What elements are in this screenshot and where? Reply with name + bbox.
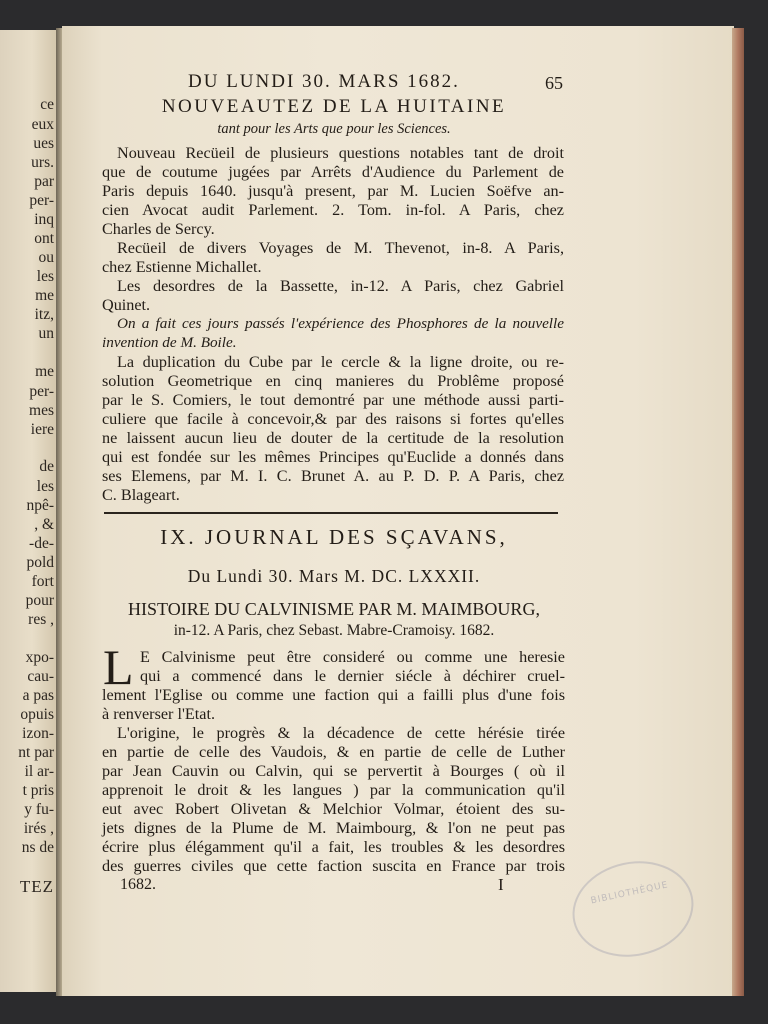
facing-page-fragment: me xyxy=(35,363,54,380)
text-line: On a fait ces jours passés l'expérience des Phosphores de la nouvelle xyxy=(117,315,564,332)
facing-page-fragment: par xyxy=(34,173,54,190)
facing-page-fragment: opuis xyxy=(20,706,54,723)
text-line: ses Elemens, par M. I. C. Brunet A. au P. D. P. A Paris, chez xyxy=(102,467,564,485)
facing-page-fragment: les xyxy=(36,268,54,285)
facing-page-fragment: a pas xyxy=(22,687,54,704)
article-title: HISTOIRE DU CALVINISME PAR M. MAIMBOURG, xyxy=(128,599,540,619)
text-line: E Calvinisme peut être consideré ou comme une heresie xyxy=(140,648,565,666)
facing-page-fragment: eux xyxy=(31,116,54,133)
text-line: qui est fondée sur les mêmes Principes qu'Euclide a donnés dans xyxy=(102,448,564,466)
facing-page-fragment: TEZ xyxy=(19,877,54,896)
text-line: eut avec Robert Olivetan & Melchior Volmar, étoient des su- xyxy=(102,800,565,818)
text-line: jets dignes de la Plume de M. Maimbourg, & l'on ne peut pas xyxy=(102,819,565,837)
facing-page-fragment: itz, xyxy=(34,306,54,323)
facing-page-fragment: il ar- xyxy=(24,763,54,780)
text-line: chez Estienne Michallet. xyxy=(102,258,262,276)
text-line: Quinet. xyxy=(102,296,151,314)
facing-page-fragment: npê- xyxy=(26,497,54,514)
facing-page-fragment: de xyxy=(39,458,54,475)
text-line: L'origine, le progrès & la décadence de cette hérésie tirée xyxy=(117,724,565,742)
text-line: Les desordres de la Bassette, in-12. A Paris, chez Gabriel xyxy=(117,277,564,295)
drop-cap: L xyxy=(103,639,134,695)
page-stack-edge xyxy=(732,28,744,996)
facing-page-fragment: per- xyxy=(29,383,54,400)
facing-page-fragment: , & xyxy=(34,516,54,533)
facing-page-fragment: ont xyxy=(34,230,54,247)
facing-page-fragment: les xyxy=(36,478,54,495)
text-line: Charles de Sercy. xyxy=(102,220,215,238)
facing-page-fragment: t pris xyxy=(22,782,54,799)
journal-heading: IX. JOURNAL DES SÇAVANS, xyxy=(160,525,508,549)
text-line: Paris depuis 1640. jusqu'à present, par M. Lucien Soëfve an- xyxy=(102,182,564,200)
text-line: Nouveau Recüeil de plusieurs questions notables tant de droit xyxy=(117,144,564,162)
signature-mark: I xyxy=(498,875,504,894)
text-line: par le S. Comiers, le tout demontré par une méthode aussi parti- xyxy=(102,391,564,409)
section-title-nouveautez: NOUVEAUTEZ DE LA HUITAINE xyxy=(161,96,507,117)
facing-page-fragment: pold xyxy=(26,554,54,571)
text-line: Recüeil de divers Voyages de M. Thevenot, in-8. A Paris, xyxy=(117,239,564,257)
facing-page-fragment: ns de xyxy=(21,839,54,856)
library-stamp: BIBLIOTHÈQUE xyxy=(564,850,703,967)
facing-page-fragment: me xyxy=(35,287,54,304)
text-line: écrire plus élégamment qu'il a fait, les troubles & les desordres xyxy=(102,838,565,856)
facing-page-fragment: res , xyxy=(28,611,54,628)
facing-page-fragment: izon- xyxy=(22,725,54,742)
section-divider-rule xyxy=(104,512,558,514)
facing-page-fragment: pour xyxy=(25,592,54,609)
facing-page-edge xyxy=(0,30,58,992)
text-line: en partie de celle des Vaudois, & en partie de celle de Luther xyxy=(102,743,565,761)
facing-page-fragment: ou xyxy=(38,249,54,266)
facing-page-fragment: fort xyxy=(31,573,54,590)
facing-page-fragment: ce xyxy=(40,96,54,113)
text-line: lement l'Eglise ou comme une faction qui a failli plus d'une fois xyxy=(102,686,565,704)
catchword-year: 1682. xyxy=(120,876,156,893)
facing-page-fragment: cau- xyxy=(27,668,54,685)
text-line: que de coutume jugées par Arrêts d'Audience du Parlement de xyxy=(102,163,564,181)
text-line: qui a commencé dans le dernier siécle à déchirer cruel- xyxy=(140,667,565,685)
facing-page-fragment: un xyxy=(38,325,54,342)
text-line: invention de M. Boile. xyxy=(102,334,237,351)
text-line: La duplication du Cube par le cercle & la ligne droite, ou re- xyxy=(117,353,564,371)
facing-page-fragment: mes xyxy=(29,402,54,419)
text-line: apprenoit le droit & les langues ) par la communication qu'il xyxy=(102,781,565,799)
text-line: cien Avocat audit Parlement. 2. Tom. in-fol. A Paris, chez xyxy=(102,201,564,219)
section-subtitle: tant pour les Arts que pour les Sciences. xyxy=(217,121,451,137)
text-line: ne laissent aucun lieu de douter de la certitude de la resolution xyxy=(102,429,564,447)
facing-page-fragment: nt par xyxy=(18,744,54,761)
facing-page-fragment: xpo- xyxy=(25,649,54,666)
facing-page-fragment: urs. xyxy=(31,154,54,171)
text-line: C. Blageart. xyxy=(102,486,180,504)
text-line: par Jean Cauvin ou Calvin, qui se pervertit à Bourges ( où il xyxy=(102,762,565,780)
page-number: 65 xyxy=(545,73,563,93)
facing-page-fragment: ues xyxy=(33,135,54,152)
text-line: à renverser l'Etat. xyxy=(102,705,216,723)
facing-page-fragment: irés , xyxy=(23,820,54,837)
text-line: culiere que facile à concevoir,& par des raisons si fortes qu'elles xyxy=(102,410,564,428)
running-title: DU LUNDI 30. MARS 1682. xyxy=(188,71,460,92)
facing-page-fragment: -de- xyxy=(29,535,54,552)
facing-page-fragment: y fu- xyxy=(24,801,54,818)
facing-page-fragment: per- xyxy=(29,192,54,209)
text-line: des guerres civiles que cette faction suscita en France par trois xyxy=(102,857,565,875)
facing-page-fragment: inq xyxy=(34,211,54,228)
facing-page-fragment: iere xyxy=(30,421,54,438)
text-line: solution Geometrique en cinq manieres du Problême proposé xyxy=(102,372,564,390)
journal-date: Du Lundi 30. Mars M. DC. LXXXII. xyxy=(187,566,481,586)
article-imprint: in-12. A Paris, chez Sebast. Mabre-Cramoisy. 1682. xyxy=(173,622,495,639)
